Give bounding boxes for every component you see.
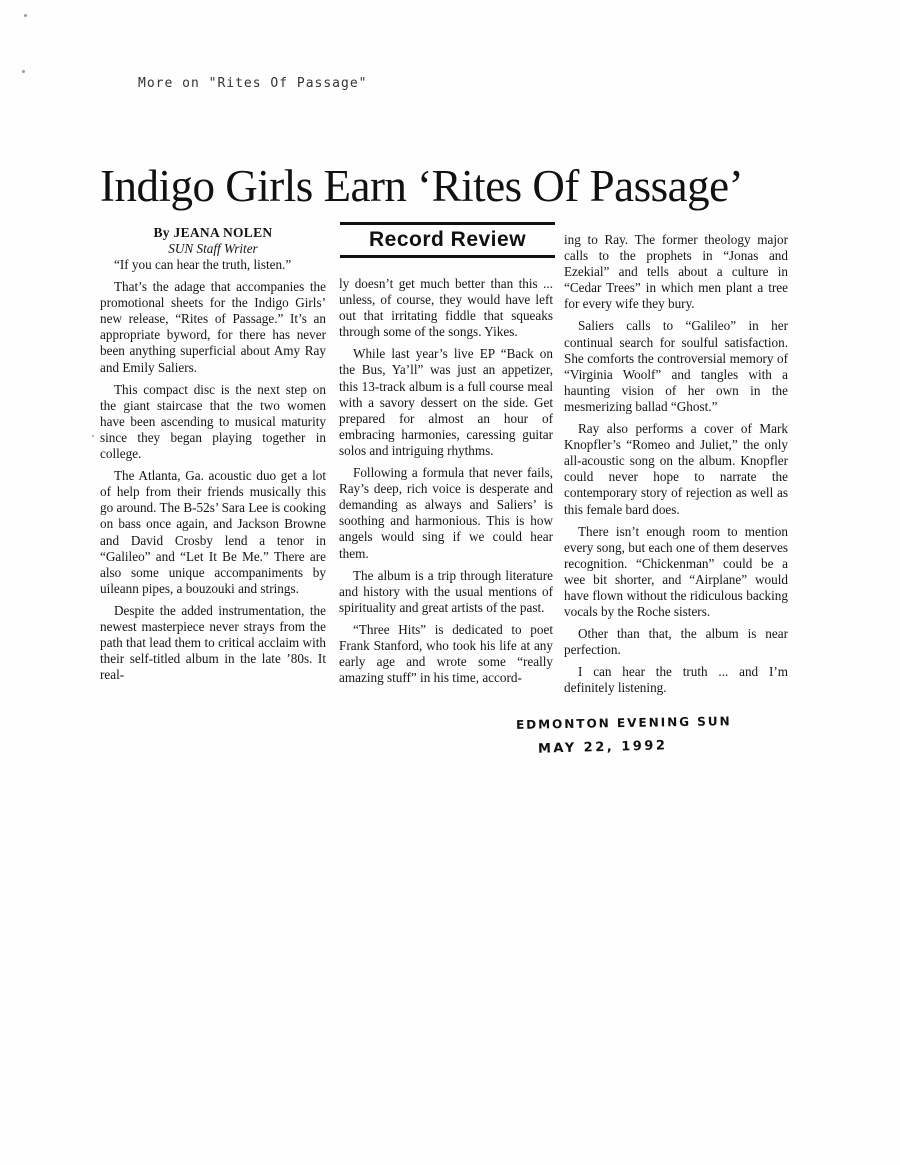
- scan-speck: [92, 435, 94, 437]
- paragraph: Ray also performs a cover of Mark Knopfler’s “Romeo and Juliet,” the only all-acoustic song on the album. Knopfler could never hope to narrate the contemporary story of rejection as well as this female bard does.: [564, 421, 788, 517]
- scan-speck: [24, 14, 27, 17]
- article-column-2: [339, 276, 553, 692]
- paragraph: Following a formula that never fails, Ray’s deep, rich voice is desperate and demanding as always and Saliers’ is soothing and harmonious. This is how angels would sing if we could hear them.: [339, 465, 553, 561]
- byline-author: By JEANA NOLEN: [153, 225, 273, 240]
- paragraph: While last year’s live EP “Back on the Bus, Ya’ll” was just an appetizer, this 13-track album is a full course meal with a savory dessert on the side. Get prepared for almost an hour of embracing harmonies, caressing guitar solos and intriguing rhythms.: [339, 346, 553, 458]
- byline: [100, 225, 326, 257]
- paragraph: I can hear the truth ... and I’m definitely listening.: [564, 664, 788, 696]
- article-column-1: [100, 225, 326, 689]
- scan-speck: [22, 70, 25, 73]
- paragraph: There isn’t enough room to mention every song, but each one of them deserves recognition. “Chickenman” could be a wee bit shorter, and “Airplane” would have flown without the ridiculous backing vocals by the Roche sisters.: [564, 523, 788, 620]
- paragraph: This compact disc is the next step on the giant staircase that the two women have been ascending to musical maturity since they began playing together in college.: [100, 381, 326, 462]
- section-label: Record Review: [368, 228, 527, 251]
- article-headline: Indigo Girls Earn ‘Rites Of Passage’: [100, 161, 744, 211]
- paragraph: The album is a trip through literature and history with the usual mentions of spirituality and great artists of the past.: [339, 567, 553, 615]
- section-label-box: [340, 222, 555, 258]
- article-column-3: [564, 232, 788, 703]
- handwritten-date: MAY 22, 1992: [537, 738, 668, 757]
- paragraph: Saliers calls to “Galileo” in her continual search for soulful satisfaction. She comforts the controversial memory of “Virginia Woolf” and tangles with a haunting vision of her own in the mesmerizing ballad “Ghost.”: [564, 318, 788, 414]
- paragraph: “Three Hits” is dedicated to poet Frank Stanford, who took his life at any early age and wrote some “really amazing stuff” in his time, accord-: [339, 621, 553, 686]
- paragraph: “If you can hear the truth, listen.”: [114, 257, 292, 272]
- paragraph: The Atlanta, Ga. acoustic duo get a lot of help from their friends musically this go around. The B-52s’ Sara Lee is cooking on bass once again, and Jackson Browne and David Crosby lend a tenor in “Galileo” and “Let It Be Me.” There are also some unique accompaniments by uileann pipes, a bouzouki and strings.: [100, 468, 326, 596]
- paragraph: ing to Ray. The former theology major calls to the prophets in “Jonas and Ezekial” and tells about a culture in “Cedar Trees” in which men plant a tree for every wife they bury.: [564, 232, 788, 312]
- paragraph: ly doesn’t get much better than this ... unless, of course, they would have left out that irritating fiddle that squeaks through some of the songs. Yikes.: [339, 276, 553, 340]
- paragraph: Other than that, the album is near perfection.: [564, 626, 788, 658]
- header-note: More on "Rites Of Passage": [138, 76, 368, 91]
- byline-role: SUN Staff Writer: [168, 241, 258, 256]
- handwritten-source: EDMONTON EVENING SUN: [515, 714, 732, 732]
- paragraph: That’s the adage that accompanies the promotional sheets for the Indigo Girls’ new release, “Rites of Passage.” It’s an appropriate byword, for there has never been anything superficial about Amy Ray and Emily Saliers.: [100, 279, 326, 375]
- paragraph: Despite the added instrumentation, the newest masterpiece never strays from the path that lead them to critical acclaim with their self-titled album in the late ’80s. It real-: [100, 602, 326, 683]
